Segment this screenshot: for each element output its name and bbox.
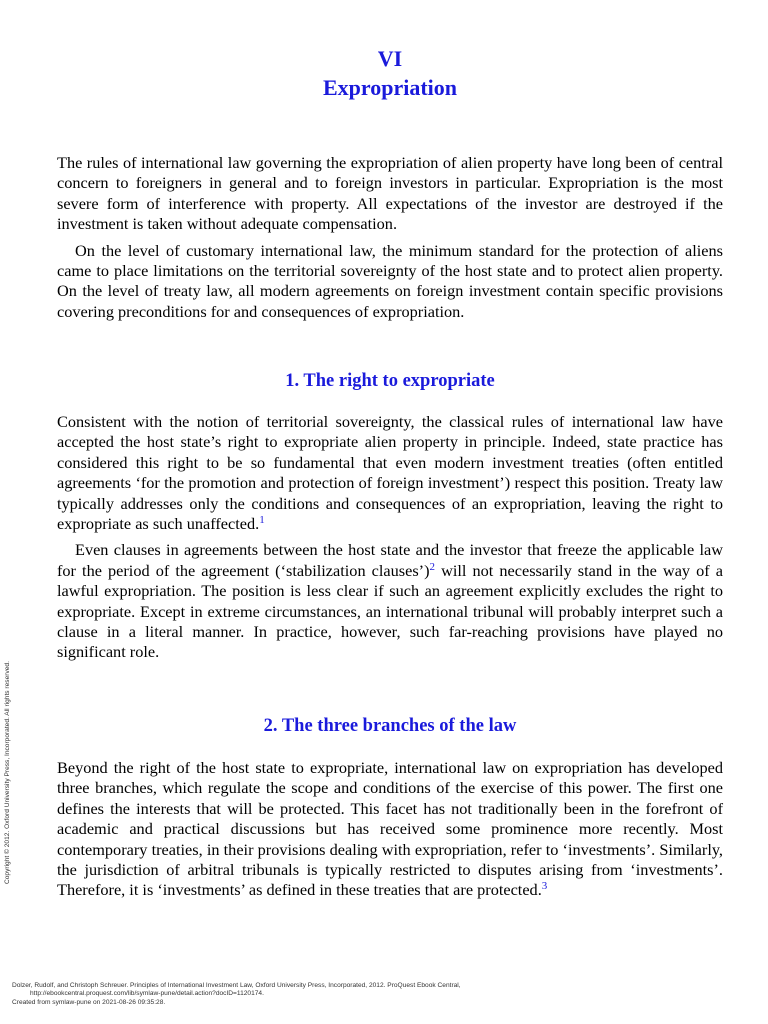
section-1-paragraph-2-text-b: will not necessarily stand in the way of a lawful expropriation. The position is less clear if such an agreement explicitly excludes the right to expropriate. Except in extreme circumstances, an international tribunal will probably interpret such a clause in a literal manner. In practice, however, such far-reaching provisions have played no significant role.: [57, 560, 723, 662]
chapter-number: VI: [377, 46, 403, 71]
section-1-body: [57, 412, 723, 663]
section-2-body: [57, 758, 723, 901]
footnote-ref-3[interactable]: 3: [541, 880, 548, 893]
intro-section: [57, 153, 723, 322]
intro-paragraph-2: On the level of customary international law, the minimum standard for the protection of aliens came to place limitations on the territorial sovereignty of the host state and to protect alien property. On the level of treaty law, all modern agreements on foreign investment contain specific provisions covering preconditions for and consequences of expropriation.: [57, 240, 723, 321]
section-1-paragraph-2: [57, 540, 723, 662]
section-2-paragraph-1-text: Beyond the right of the host state to expropriate, international law on expropriation has developed three branches, which regulate the scope and conditions of the exercise of this power. The first one defines the interests that will be protected. This facet has not traditionally been in the forefront of academic and practical discussions but has received some prominence more recently. Most contemporary treaties, in their provisions dealing with expropriation, refer to ‘investments’. Similarly, the jurisdiction of arbitral tribunals is typically restricted to disputes arising from ‘investments’. Therefore, it is ‘investments’ as defined in these treaties that are protected.: [57, 758, 723, 900]
section-1-heading: 1. The right to expropriate: [285, 371, 495, 391]
chapter-title: Expropriation: [322, 75, 458, 100]
intro-paragraph-1: The rules of international law governing the expropriation of alien property have long been of central concern to foreigners in general and to foreign investors in particular. Expropriation is the most severe form of interference with property. All expectations of the investor are destroyed if the investment is taken without adequate compensation.: [57, 153, 723, 234]
section-1-paragraph-1-text: Consistent with the notion of territorial sovereignty, the classical rules of international law have accepted the host state’s right to expropriate alien property in principle. Indeed, state practice has considered this right to be so fundamental that even modern investment treaties (often entitled agreements ‘for the promotion and protection of foreign investment’) respect this position. Treaty law typically addresses only the conditions and consequences of an expropriation, leaving the right to expropriate as such unaffected.: [57, 412, 723, 534]
footer-link[interactable]: http://ebookcentral.proquest.com/lib/symlaw-pune/detail.action?docID=1120174.: [30, 990, 264, 998]
footnote-ref-2[interactable]: 2: [429, 560, 436, 573]
section-1-paragraph-1: [57, 412, 723, 534]
section-2-paragraph-1: [57, 758, 723, 901]
section-1-paragraph-2-text-a: Even clauses in agreements between the host state and the investor that freeze the applicable law for the period of the agreement (‘stabilization clauses’): [57, 540, 723, 580]
footer-citation: Dolzer, Rudolf, and Christoph Schreuer. Principles of International Investment Law, Oxford University Press, Incorporated, 2012. ProQuest Ebook Central,: [12, 982, 461, 989]
page-footer: [12, 982, 752, 1007]
section-2-heading: 2. The three branches of the law: [263, 716, 517, 736]
footnote-ref-1[interactable]: 1: [259, 514, 265, 527]
copyright-note: Copyright © 2012. Oxford University Press, Incorporated. All rights reserved.: [4, 661, 11, 884]
footer-created: Created from symlaw-pune on 2021-08-26 09:35:28.: [12, 998, 166, 1006]
